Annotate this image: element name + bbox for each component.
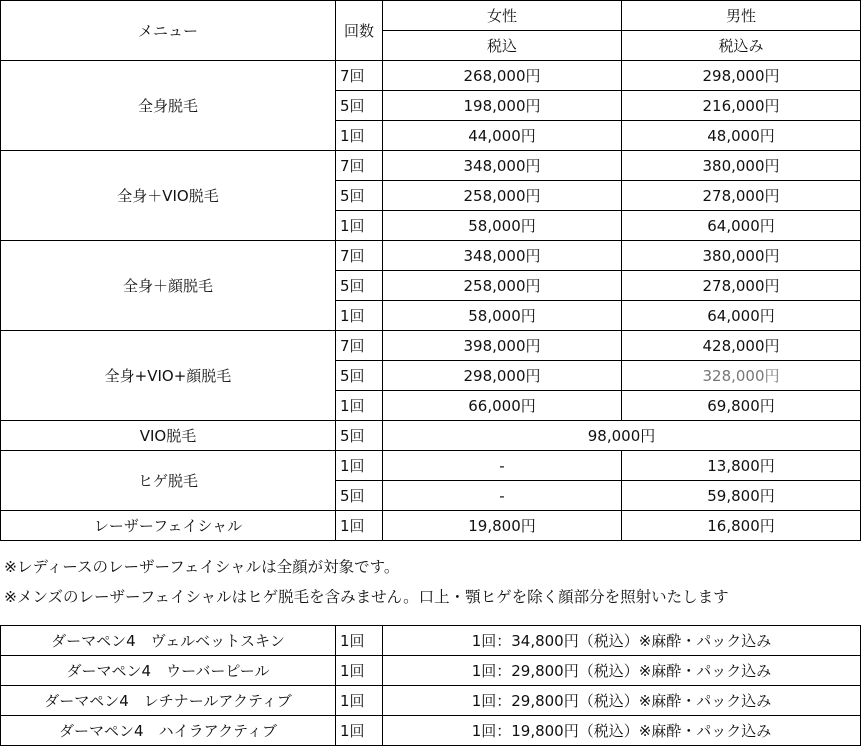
female-price: 348,000円 (383, 151, 622, 181)
male-price: 59,800円 (622, 481, 861, 511)
female-price: 198,000円 (383, 91, 622, 121)
count-cell: 5回 (336, 91, 383, 121)
count-cell: 5回 (336, 271, 383, 301)
female-price: 66,000円 (383, 391, 622, 421)
header-male-tax: 税込み (622, 31, 861, 61)
count-cell: 7回 (336, 241, 383, 271)
menu-name: 全身+VIO+顔脱毛 (1, 331, 336, 421)
count-cell: 1回 (336, 391, 383, 421)
derma-name: ダーマペン4 ヴェルベットスキン (1, 626, 336, 656)
table-row (1, 626, 861, 656)
male-price: 69,800円 (622, 391, 861, 421)
male-price: 380,000円 (622, 151, 861, 181)
female-price: 258,000円 (383, 181, 622, 211)
notes (4, 552, 729, 612)
female-price: 58,000円 (383, 301, 622, 331)
count-cell: 5回 (336, 421, 383, 451)
count-cell: 1回 (336, 656, 383, 686)
male-price: 16,800円 (622, 511, 861, 541)
male-price: 13,800円 (622, 451, 861, 481)
header-female: 女性 (383, 1, 622, 31)
count-cell: 7回 (336, 331, 383, 361)
derma-price: 1回：34,800円（税込）※麻酔・パック込み (383, 626, 861, 656)
female-price: 298,000円 (383, 361, 622, 391)
derma-price: 1回：19,800円（税込）※麻酔・パック込み (383, 716, 861, 746)
table-row (1, 451, 861, 481)
count-cell: 1回 (336, 716, 383, 746)
count-cell: 7回 (336, 61, 383, 91)
table-row (1, 511, 861, 541)
count-cell: 5回 (336, 361, 383, 391)
female-price: 268,000円 (383, 61, 622, 91)
header-count: 回数 (336, 1, 383, 61)
male-price: 328,000円 (622, 361, 861, 391)
count-cell: 1回 (336, 121, 383, 151)
header-female-tax: 税込 (383, 31, 622, 61)
count-cell: 1回 (336, 301, 383, 331)
table-row (1, 421, 861, 451)
count-cell: 1回 (336, 211, 383, 241)
male-price: 278,000円 (622, 181, 861, 211)
table-row (1, 331, 861, 361)
female-price: 19,800円 (383, 511, 622, 541)
menu-name: VIO脱毛 (1, 421, 336, 451)
female-price: 398,000円 (383, 331, 622, 361)
count-cell: 5回 (336, 181, 383, 211)
count-cell: 7回 (336, 151, 383, 181)
female-price: - (383, 481, 622, 511)
header-row (1, 1, 861, 31)
table-row (1, 151, 861, 181)
male-price: 380,000円 (622, 241, 861, 271)
count-cell: 1回 (336, 626, 383, 656)
table-row (1, 656, 861, 686)
female-price: 58,000円 (383, 211, 622, 241)
shared-price: 98,000円 (383, 421, 861, 451)
male-price: 428,000円 (622, 331, 861, 361)
note-ladies: ※レディースのレーザーフェイシャルは全顔が対象です。 (4, 558, 400, 576)
male-price: 216,000円 (622, 91, 861, 121)
note-mens: ※メンズのレーザーフェイシャルはヒゲ脱毛を含みません。口上・顎ヒゲを除く顔部分を照射いたします (4, 588, 729, 606)
derma-name: ダーマペン4 ハイラアクティブ (1, 716, 336, 746)
female-price: 348,000円 (383, 241, 622, 271)
header-male: 男性 (622, 1, 861, 31)
male-price: 48,000円 (622, 121, 861, 151)
dermapen-table (0, 625, 861, 746)
menu-name: 全身＋VIO脱毛 (1, 151, 336, 241)
menu-name: 全身脱毛 (1, 61, 336, 151)
female-price: - (383, 451, 622, 481)
derma-name: ダーマペン4 レチナールアクティブ (1, 686, 336, 716)
menu-name: レーザーフェイシャル (1, 511, 336, 541)
menu-name: ヒゲ脱毛 (1, 451, 336, 511)
derma-name: ダーマペン4 ウーバーピール (1, 656, 336, 686)
male-price: 64,000円 (622, 301, 861, 331)
count-cell: 1回 (336, 451, 383, 481)
male-price: 278,000円 (622, 271, 861, 301)
table-row (1, 61, 861, 91)
male-price: 298,000円 (622, 61, 861, 91)
female-price: 258,000円 (383, 271, 622, 301)
derma-price: 1回：29,800円（税込）※麻酔・パック込み (383, 656, 861, 686)
male-price: 64,000円 (622, 211, 861, 241)
table-row (1, 716, 861, 746)
header-menu: メニュー (1, 1, 336, 61)
count-cell: 1回 (336, 511, 383, 541)
count-cell: 1回 (336, 686, 383, 716)
derma-price: 1回：29,800円（税込）※麻酔・パック込み (383, 686, 861, 716)
table-row (1, 241, 861, 271)
table-row (1, 686, 861, 716)
menu-name: 全身＋顔脱毛 (1, 241, 336, 331)
count-cell: 5回 (336, 481, 383, 511)
female-price: 44,000円 (383, 121, 622, 151)
